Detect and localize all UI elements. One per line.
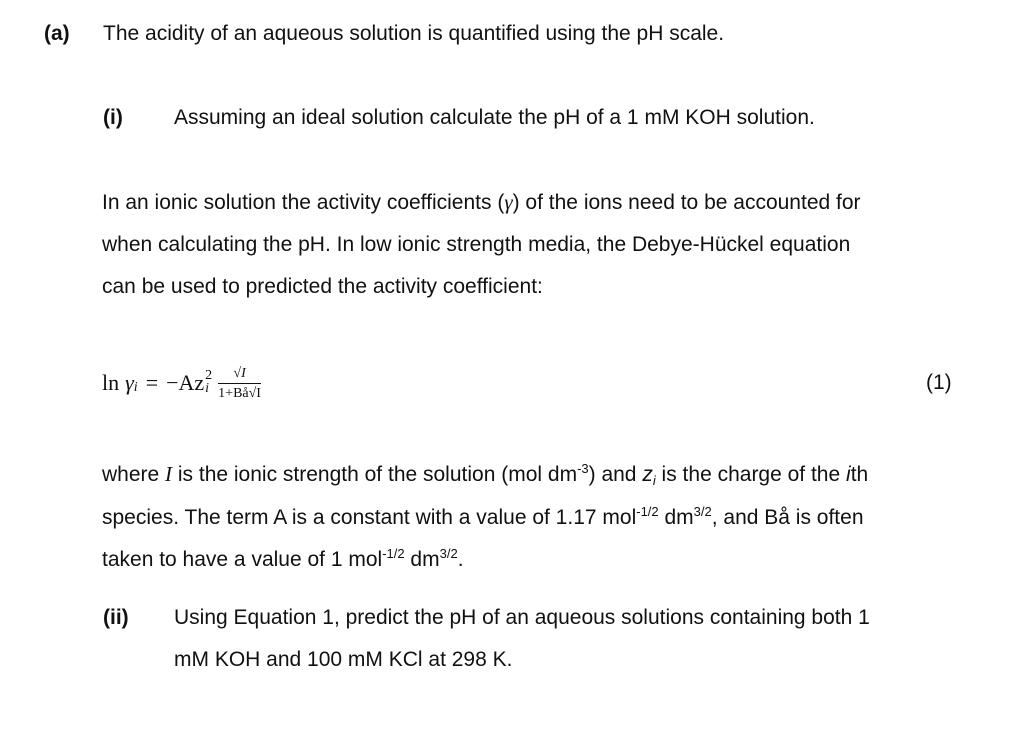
charge-sub: i (652, 473, 656, 488)
intro-text: In an ionic solution the activity coefficients ( (102, 191, 505, 214)
def-text: . (457, 548, 464, 571)
eq-z-scripts (205, 369, 212, 395)
eq-numerator: √I (233, 365, 246, 381)
eq-minus-az: −Az (166, 370, 205, 395)
part-ii-line-1: Using Equation 1, predict the pH of an aqueous solutions containing both 1 (174, 606, 870, 629)
intro-text: ) of the ions need to be accounted for (512, 191, 861, 214)
gamma-symbol: γ (504, 190, 513, 214)
eq-z-sup: 2 (205, 368, 213, 383)
def-sup: 3/2 (439, 546, 458, 561)
ionic-strength-symbol: I (165, 462, 173, 486)
def-sup: -1/2 (382, 546, 405, 561)
def-text: species. The term A is a constant with a value of 1.17 mol (102, 506, 637, 529)
def-text: where (102, 463, 166, 486)
part-i-label: (i) (103, 106, 123, 129)
def-text: dm (658, 506, 694, 529)
equation-number: (1) (926, 371, 952, 394)
def-text: th (850, 463, 869, 486)
eq-z-sub: i (205, 381, 210, 396)
def-sup: -1/2 (636, 504, 659, 519)
eq-gamma-sub: i (133, 380, 138, 395)
definitions-line-3 (102, 548, 464, 574)
eq-gamma: γ (125, 370, 134, 395)
def-text: dm (404, 548, 440, 571)
def-text: is the charge of the (655, 463, 847, 486)
part-i-text: Assuming an ideal solution calculate the pH of a 1 mM KOH solution. (174, 106, 815, 129)
def-text: ) and (588, 463, 643, 486)
def-text: taken to have a value of 1 mol (102, 548, 383, 571)
def-text: is the ionic strength of the solution (mol dm (172, 463, 578, 486)
part-ii-label: (ii) (103, 606, 129, 629)
part-ii-line-2: mM KOH and 100 mM KCl at 298 K. (174, 648, 513, 671)
eq-denominator: 1+Bå√I (218, 385, 261, 401)
intro-line-3: can be used to predicted the activity coefficient: (102, 275, 543, 298)
eq-fraction (218, 366, 261, 401)
debye-huckel-equation (102, 358, 261, 408)
definitions-line-2 (102, 506, 864, 532)
intro-line-2: when calculating the pH. In low ionic strength media, the Debye-Hückel equation (102, 233, 851, 256)
ith-i: i (846, 463, 851, 486)
part-a-label: (a) (44, 22, 70, 45)
intro-line-1 (102, 190, 861, 215)
part-a-text: The acidity of an aqueous solution is quantified using the pH scale. (103, 22, 725, 45)
eq-ln: ln (102, 370, 120, 395)
definitions-line-1 (102, 462, 868, 489)
def-sup: -3 (577, 461, 589, 476)
eq-equals: = (145, 370, 159, 395)
def-sup: 3/2 (693, 504, 712, 519)
charge-symbol: z (642, 463, 653, 486)
def-text: , and Bå is often (711, 506, 864, 529)
